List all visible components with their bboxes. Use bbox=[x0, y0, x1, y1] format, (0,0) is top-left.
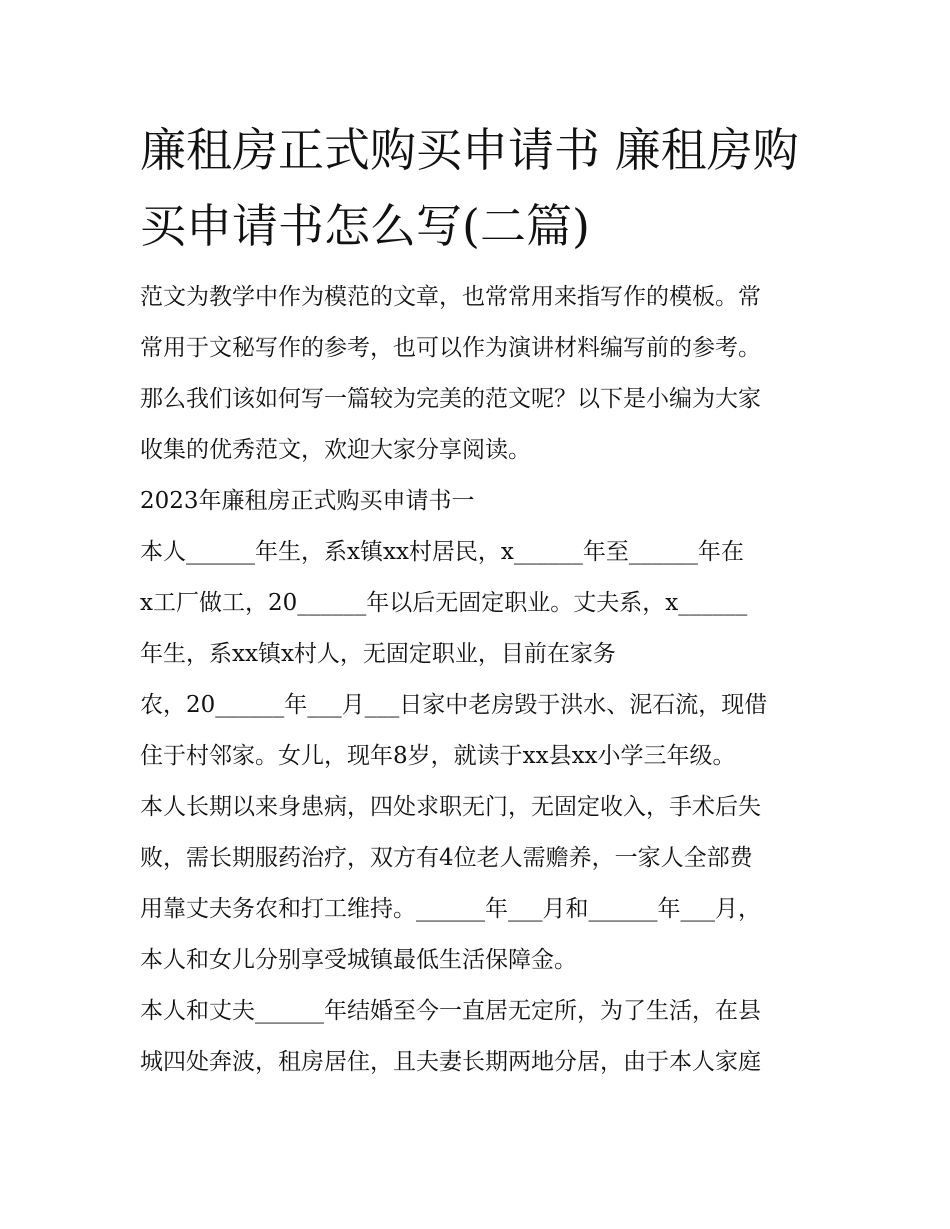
paragraph-line: 住于村邻家。女儿，现年8岁，就读于xx县xx小学三年级。 bbox=[140, 743, 736, 769]
paragraph-line: 城四处奔波，租房居住，且夫妻长期两地分居，由于本人家庭 bbox=[140, 1049, 761, 1075]
paragraph-line: 本人和女儿分别享受城镇最低生活保障金。 bbox=[140, 947, 577, 973]
paragraph-line: 本人______年生，系x镇xx村居民，x______年至______年在 bbox=[140, 539, 744, 565]
section-heading: 2023年廉租房正式购买申请书一 bbox=[140, 488, 475, 514]
paragraph-line: 本人和丈夫______年结婚至今一直居无定所，为了生活，在县 bbox=[140, 998, 761, 1024]
paragraph-line: 常用于文秘写作的参考，也可以作为演讲材料编写前的参考。 bbox=[140, 335, 761, 361]
paragraph-line: 那么我们该如何写一篇较为完美的范文呢？以下是小编为大家 bbox=[140, 386, 761, 412]
paragraph-line: 农，20______年___月___日家中老房毁于洪水、泥石流，现借 bbox=[140, 692, 768, 718]
document-body bbox=[140, 112, 820, 1088]
paragraph-line: 收集的优秀范文，欢迎大家分享阅读。 bbox=[140, 437, 531, 463]
paragraph-line: x工厂做工，20______年以后无固定职业。丈夫系，x______ bbox=[140, 590, 748, 616]
paragraph-line: 用靠丈夫务农和打工维持。______年___月和______年___月， bbox=[140, 896, 761, 922]
paragraph-line: 年生，系xx镇x村人，无固定职业，目前在家务 bbox=[140, 641, 616, 667]
document-title: 廉租房正式购买申请书 廉租房购买申请书怎么写(二篇) bbox=[140, 123, 799, 253]
paragraph-line: 本人长期以来身患病，四处求职无门，无固定收入，手术后失 bbox=[140, 794, 761, 820]
paragraph-line: 范文为教学中作为模范的文章，也常常用来指写作的模板。常 bbox=[140, 284, 761, 310]
paragraph-line: 败，需长期服药治疗，双方有4位老人需赡养，一家人全部费 bbox=[140, 845, 753, 871]
